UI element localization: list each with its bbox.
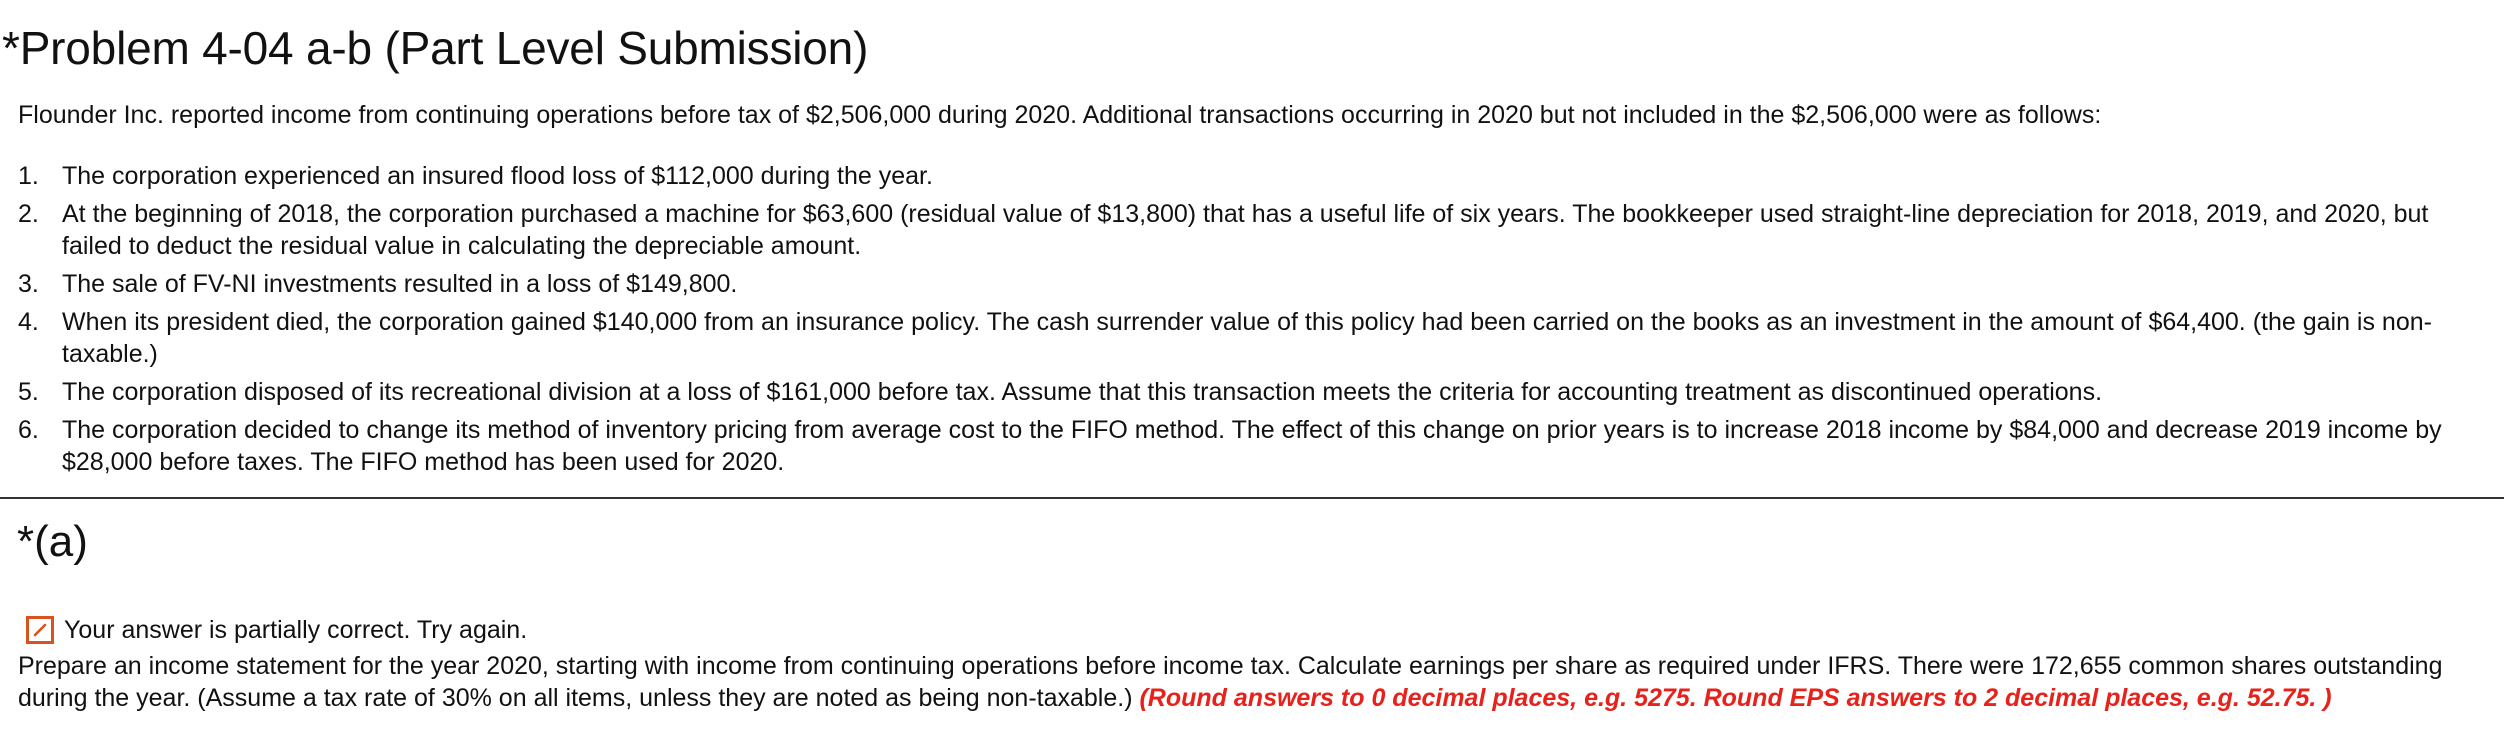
problem-title: *Problem 4-04 a-b (Part Level Submission) bbox=[2, 22, 869, 74]
part-a-instructions bbox=[18, 650, 2488, 714]
list-item-number: 2. bbox=[18, 200, 39, 228]
instructions-text: Prepare an income statement for the year 2020, starting with income from continuing operations before income tax. Calculate earnings per share as required under IFRS. There were 172,655 common shares outstanding during the year. (Assume a tax rate of 30% on all items, unless they are noted as being non-taxable.) bbox=[18, 652, 2443, 712]
answer-status bbox=[26, 614, 527, 646]
list-item bbox=[0, 414, 2492, 478]
list-item bbox=[0, 306, 2492, 370]
part-a-title: *(a) bbox=[17, 517, 88, 566]
list-item-number: 6. bbox=[18, 416, 39, 444]
list-item bbox=[0, 160, 2492, 192]
list-item-number: 5. bbox=[18, 378, 39, 406]
transactions-list bbox=[0, 160, 2492, 484]
section-divider bbox=[0, 497, 2504, 499]
list-item-text: The corporation experienced an insured flood loss of $112,000 during the year. bbox=[62, 162, 933, 190]
list-item-number: 3. bbox=[18, 270, 39, 298]
list-item-text: The corporation disposed of its recreational division at a loss of $161,000 before tax. Assume that this transaction meets the criteria for accounting treatment as discontinued operations. bbox=[62, 378, 2103, 406]
list-item-number: 4. bbox=[18, 308, 39, 336]
list-item-text: When its president died, the corporation gained $140,000 from an insurance policy. The cash surrender value of this policy had been carried on the books as an investment in the amount of $64,400. (the gain is non-taxable.) bbox=[62, 308, 2432, 368]
status-text: Your answer is partially correct. Try again. bbox=[64, 615, 528, 644]
list-item-text: The sale of FV-NI investments resulted in a loss of $149,800. bbox=[62, 270, 738, 298]
list-item bbox=[0, 268, 2492, 300]
list-item-text: At the beginning of 2018, the corporation purchased a machine for $63,600 (residual value of $13,800) that has a useful life of six years. The bookkeeper used straight-line depreciation for 2018, 2019, and 2020, but failed to deduct the residual value in calculating the depreciable amount. bbox=[62, 200, 2429, 260]
list-item-number: 1. bbox=[18, 162, 39, 190]
list-item bbox=[0, 198, 2492, 262]
rounding-note: (Round answers to 0 decimal places, e.g. 5275. Round EPS answers to 2 decimal places, e.g. 52.75. ) bbox=[1139, 684, 2332, 712]
list-item bbox=[0, 376, 2492, 408]
list-item-text: The corporation decided to change its method of inventory pricing from average cost to the FIFO method. The effect of this change on prior years is to increase 2018 income by $84,000 and decrease 2019 income by $28,000 before taxes. The FIFO method has been used for 2020. bbox=[62, 416, 2442, 476]
pencil-icon bbox=[26, 616, 54, 644]
problem-intro: Flounder Inc. reported income from continuing operations before tax of $2,506,000 during 2020. Additional transactions occurring in 2020 but not included in the $2,506,000 were as follows: bbox=[18, 101, 2102, 129]
